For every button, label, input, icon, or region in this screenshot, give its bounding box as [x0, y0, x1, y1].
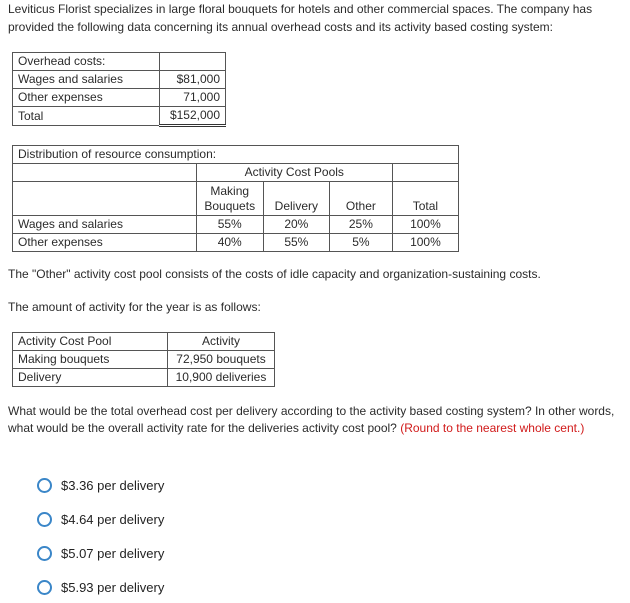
table-row: [13, 71, 226, 89]
other-pool-note: The "Other" activity cost pool consists of the costs of idle capacity and organization-sustaining costs.: [8, 267, 541, 281]
row-value: 71,000: [160, 89, 226, 107]
row-label: Wages and salaries: [13, 216, 197, 234]
distribution-table: [12, 145, 459, 252]
cell-delivery: 20%: [263, 216, 329, 234]
table-row: [13, 351, 275, 369]
distribution-title: Distribution of resource consumption:: [13, 146, 459, 164]
option-label: $4.64 per delivery: [61, 511, 165, 527]
radio-button-icon[interactable]: [37, 478, 52, 493]
option-label: $3.36 per delivery: [61, 477, 165, 493]
row-label: Other expenses: [13, 234, 197, 252]
cell-activity: 72,950 bouquets: [168, 351, 275, 369]
col-header-activity: Activity: [168, 333, 275, 351]
table-row: [13, 146, 459, 164]
table-row: [13, 333, 275, 351]
radio-button-icon[interactable]: [37, 546, 52, 561]
cell-other: 25%: [329, 216, 392, 234]
row-label: Total: [13, 107, 160, 126]
table-row: [13, 53, 226, 71]
question-body: What would be the total overhead cost per delivery according to the activity based costing system? In other words, what would be the overall activity rate for the deliveries activity cost pool?: [8, 404, 615, 435]
col-header-other: Other: [329, 182, 392, 216]
row-label: Delivery: [13, 369, 168, 387]
answer-option-1[interactable]: [37, 475, 164, 495]
table-row: [13, 164, 459, 182]
cell-total: 100%: [392, 234, 458, 252]
cell-making: 40%: [196, 234, 263, 252]
cell-making: 55%: [196, 216, 263, 234]
row-label: Making bouquets: [13, 351, 168, 369]
activity-intro: The amount of activity for the year is as follows:: [8, 300, 261, 314]
answer-option-4[interactable]: [37, 577, 164, 597]
answer-option-3[interactable]: [37, 543, 164, 563]
activity-table: [12, 332, 275, 387]
radio-button-icon[interactable]: [37, 580, 52, 595]
cell-other: 5%: [329, 234, 392, 252]
table-row: [13, 182, 459, 216]
table-row: [13, 107, 226, 126]
overhead-header: Overhead costs:: [13, 53, 160, 71]
cell-delivery: 55%: [263, 234, 329, 252]
group-header: Activity Cost Pools: [196, 164, 392, 182]
cell-activity: 10,900 deliveries: [168, 369, 275, 387]
col-header-total: Total: [392, 182, 458, 216]
row-label: Wages and salaries: [13, 71, 160, 89]
col-header-delivery: Delivery: [263, 182, 329, 216]
question-text: [8, 403, 624, 437]
table-row: [13, 369, 275, 387]
intro-text: Leviticus Florist specializes in large floral bouquets for hotels and other commercial spaces. The company has provided the following data concerning its annual overhead costs and its activity based costing system:: [8, 2, 593, 34]
cell-total: 100%: [392, 216, 458, 234]
col-header-pool: Activity Cost Pool: [13, 333, 168, 351]
row-value: $81,000: [160, 71, 226, 89]
table-row: [13, 234, 459, 252]
overhead-costs-table: [12, 52, 226, 127]
col-header-making: Making Bouquets: [196, 182, 263, 216]
option-label: $5.07 per delivery: [61, 545, 165, 561]
table-row: [13, 216, 459, 234]
rounding-instruction: (Round to the nearest whole cent.): [400, 421, 585, 435]
total-value: $152,000: [160, 107, 226, 126]
answer-option-2[interactable]: [37, 509, 164, 529]
option-label: $5.93 per delivery: [61, 579, 165, 595]
row-label: Other expenses: [13, 89, 160, 107]
table-row: [13, 89, 226, 107]
radio-button-icon[interactable]: [37, 512, 52, 527]
